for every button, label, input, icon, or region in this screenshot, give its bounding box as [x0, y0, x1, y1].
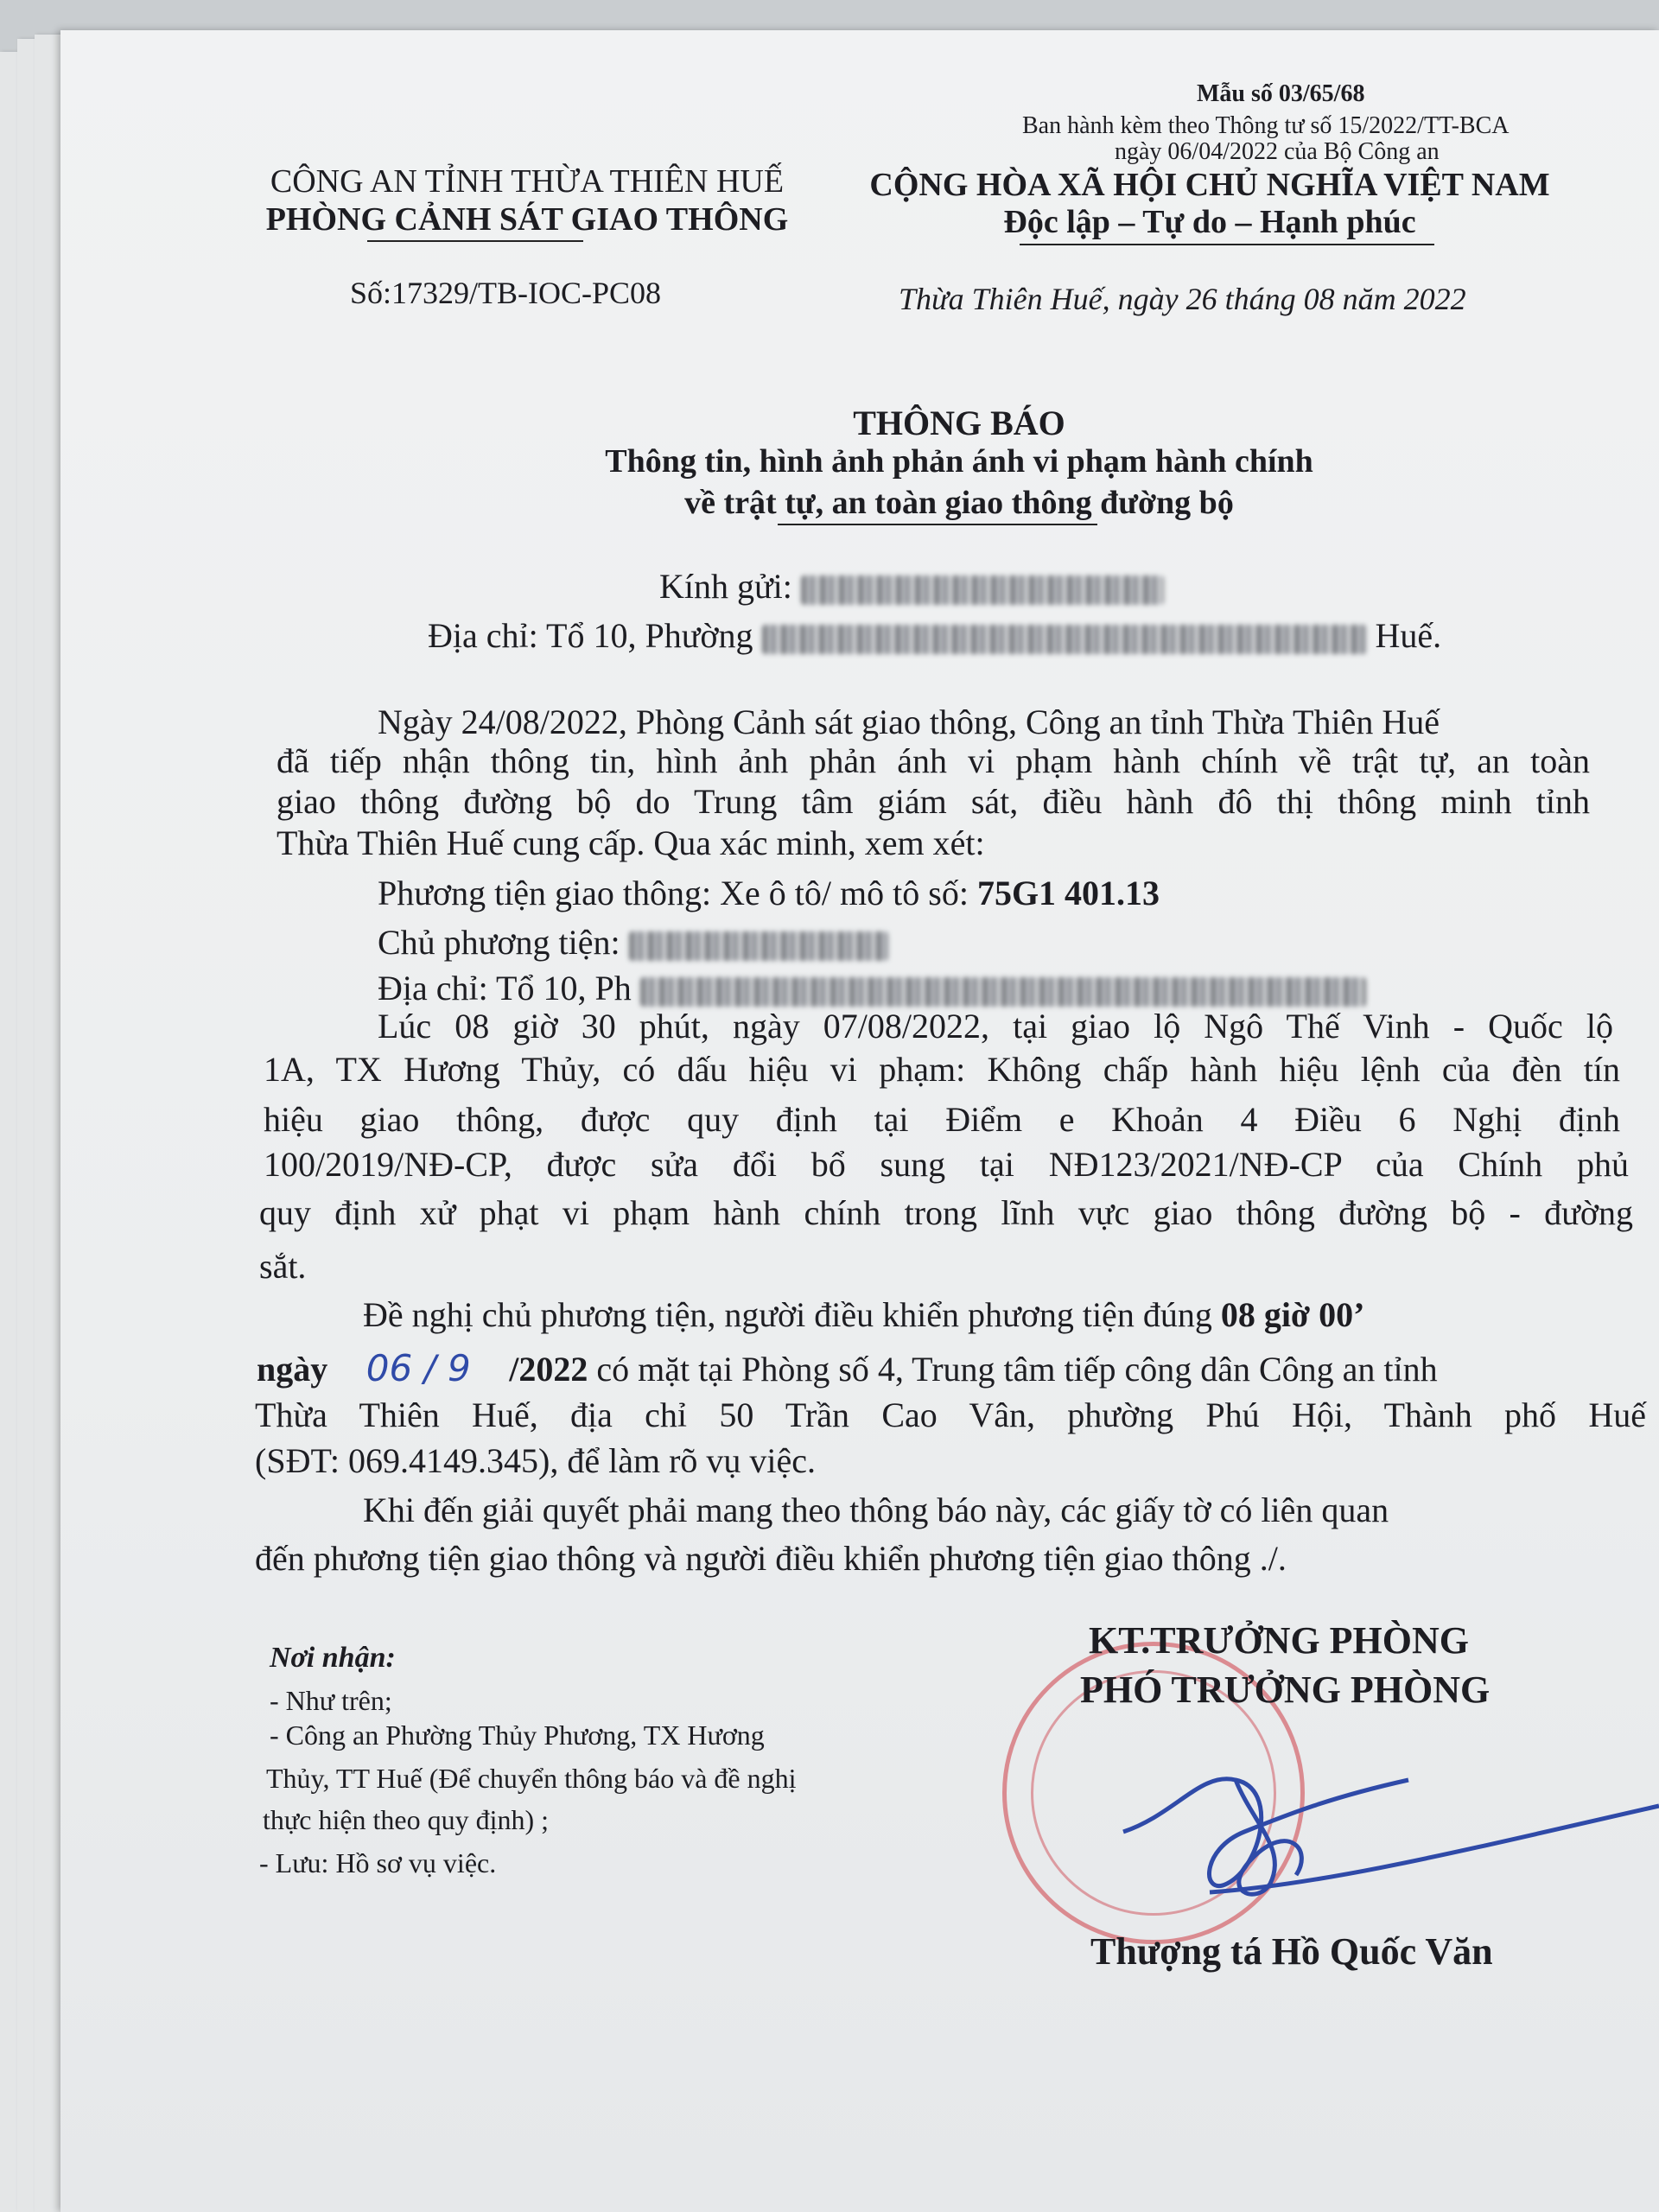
signature-scribble — [1106, 1719, 1659, 1944]
recipient-address-line — [428, 615, 1441, 656]
recipients-item-3: - Lưu: Hồ sơ vụ việc. — [259, 1847, 497, 1878]
p2-line-4: 100/2019/NĐ-CP, được sửa đổi bổ sung tại NĐ123/2021/NĐ-CP của Chính phủ — [264, 1145, 1629, 1184]
owner-address-label: Địa chỉ: Tổ 10, Ph — [378, 969, 632, 1007]
vehicle-label: Phương tiện giao thông: Xe ô tô/ mô tô số: — [378, 874, 977, 912]
agency-name: PHÒNG CẢNH SÁT GIAO THÔNG — [265, 201, 789, 238]
form-issued-line2: ngày 06/04/2022 của Bộ Công an — [1115, 138, 1440, 165]
appointment-year: /2022 — [509, 1350, 588, 1389]
place-date: Thừa Thiên Huế, ngày 26 tháng 08 năm 2022 — [899, 282, 1466, 316]
recipients-item-1: - Như trên; — [270, 1685, 392, 1716]
recipient-address-end: Huế. — [1375, 616, 1442, 655]
redacted-recipient-address — [762, 625, 1367, 654]
document-number: Số:17329/TB-IOC-PC08 — [350, 276, 662, 310]
recipients-item-2-line-1: - Công an Phường Thủy Phương, TX Hương — [270, 1719, 765, 1751]
p1-line-4: Thừa Thiên Huế cung cấp. Qua xác minh, xem xét: — [276, 823, 985, 862]
agency-underline — [367, 240, 583, 242]
p4-line-2: đến phương tiện giao thông và người điều khiển phương tiện giao thông ./. — [255, 1539, 1287, 1578]
signature-title-2: PHÓ TRƯỞNG PHÒNG — [1080, 1669, 1491, 1711]
p3-line-4: (SĐT: 069.4149.345), để làm rõ vụ việc. — [255, 1441, 817, 1480]
p2-line-6: sắt. — [259, 1247, 307, 1286]
p2-line-2: 1A, TX Hương Thủy, có dấu hiệu vi phạm: Không chấp hành hiệu lệnh của đèn tín — [264, 1050, 1620, 1089]
nation-title: CỘNG HÒA XÃ HỘI CHỦ NGHĨA VIỆT NAM — [869, 167, 1550, 203]
p2-line-1: Lúc 08 giờ 30 phút, ngày 07/08/2022, tại giao lộ Ngô Thế Vinh - Quốc lộ — [378, 1007, 1613, 1046]
motto-underline — [1020, 244, 1434, 245]
p1-line-2: đã tiếp nhận thông tin, hình ảnh phản ánh vi phạm hành chính về trật tự, an toàn — [276, 741, 1590, 780]
owner-label: Chủ phương tiện: — [378, 923, 620, 962]
p3-line-1-text: Đề nghị chủ phương tiện, người điều khiển phương tiện đúng — [363, 1295, 1221, 1334]
redacted-owner-name — [629, 931, 888, 961]
notice-title: THÔNG BÁO — [853, 404, 1065, 442]
signer-name: Thượng tá Hồ Quốc Văn — [1090, 1930, 1493, 1973]
appointment-day-label: ngày — [257, 1350, 328, 1389]
p3-line-1 — [363, 1293, 1364, 1338]
agency-parent: CÔNG AN TỈNH THỪA THIÊN HUẾ — [270, 163, 785, 200]
recipients-item-2-line-2: Thủy, TT Huế (Để chuyển thông báo và đề nghị — [266, 1763, 797, 1794]
p3-line-3: Thừa Thiên Huế, địa chỉ 50 Trần Cao Vân, phường Phú Hội, Thành phố Huế — [255, 1395, 1646, 1434]
handwritten-date: 06 / 9 — [365, 1347, 471, 1389]
p4-line-1: Khi đến giải quyết phải mang theo thông báo này, các giấy tờ có liên quan — [363, 1491, 1389, 1529]
subtitle-underline — [778, 524, 1097, 525]
recipients-item-2-line-3: thực hiện theo quy định) ; — [263, 1804, 550, 1835]
p1-line-3: giao thông đường bộ do Trung tâm giám sát, điều hành đô thị thông minh tỉnh — [276, 782, 1590, 821]
owner-line — [378, 920, 888, 965]
vehicle-plate: 75G1 401.13 — [976, 874, 1160, 912]
notice-subtitle-1: Thông tin, hình ảnh phản ánh vi phạm hành chính — [605, 443, 1313, 480]
form-number: Mẫu số 03/65/68 — [1197, 80, 1365, 107]
p1-line-1: Ngày 24/08/2022, Phòng Cảnh sát giao thông, Công an tỉnh Thừa Thiên Huế — [378, 702, 1440, 741]
notice-subtitle-2: về trật tự, an toàn giao thông đường bộ — [684, 485, 1234, 521]
recipient-address-label: Địa chỉ: Tổ 10, Phường — [428, 616, 753, 655]
redacted-recipient-name — [801, 575, 1164, 605]
p3-line-2-text: có mặt tại Phòng số 4, Trung tâm tiếp công dân Công an tỉnh — [588, 1350, 1438, 1389]
redacted-owner-address — [640, 977, 1366, 1007]
appointment-time: 08 giờ 00’ — [1220, 1295, 1365, 1334]
p2-line-5: quy định xử phạt vi phạm hành chính trong lĩnh vực giao thông đường bộ - đường — [259, 1193, 1633, 1232]
recipient-label: Kính gửi: — [659, 567, 792, 606]
recipients-title: Nơi nhận: — [270, 1642, 396, 1674]
vehicle-line — [378, 871, 1160, 916]
signature-title-1: KT.TRƯỞNG PHÒNG — [1089, 1619, 1469, 1662]
p2-line-3: hiệu giao thông, được quy định tại Điểm e Khoản 4 Điều 6 Nghị định — [264, 1100, 1620, 1139]
recipient-line — [659, 566, 1164, 607]
form-issued-line1: Ban hành kèm theo Thông tư số 15/2022/TT-BCA — [1022, 112, 1510, 139]
motto: Độc lập – Tự do – Hạnh phúc — [1003, 204, 1416, 240]
p3-line-2 — [257, 1346, 1438, 1392]
